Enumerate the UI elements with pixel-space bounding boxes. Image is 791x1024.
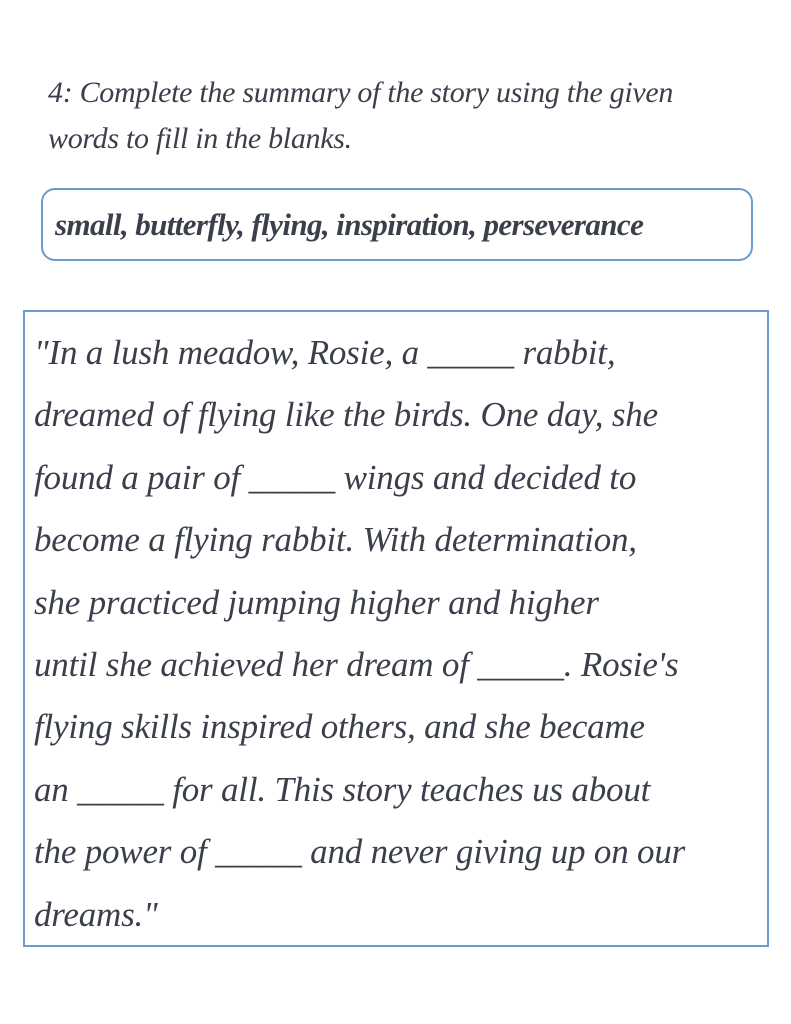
- story-line: found a pair of _____ wings and decided to: [34, 457, 637, 497]
- story-summary-box: [23, 310, 769, 947]
- instruction-heading: 4: Complete the summary of the story using the given words to fill in the blanks.: [48, 76, 674, 155]
- story-line: she practiced jumping higher and higher: [34, 582, 599, 622]
- story-line: until she achieved her dream of _____. Rosie's: [34, 645, 679, 685]
- story-line: dreams.": [34, 894, 158, 934]
- word-bank-list: small, butterfly, flying, inspiration, perseverance: [55, 206, 644, 242]
- story-line: dreamed of flying like the birds. One day, she: [34, 395, 658, 435]
- story-line: become a flying rabbit. With determination,: [34, 520, 637, 560]
- story-line: an _____ for all. This story teaches us about: [34, 769, 651, 809]
- story-line: flying skills inspired others, and she became: [34, 707, 645, 747]
- story-line: "In a lush meadow, Rosie, a _____ rabbit,: [34, 333, 616, 372]
- story-line: the power of _____ and never giving up on our: [34, 832, 686, 872]
- story-summary-text: [34, 322, 764, 946]
- word-bank-box: [41, 188, 753, 261]
